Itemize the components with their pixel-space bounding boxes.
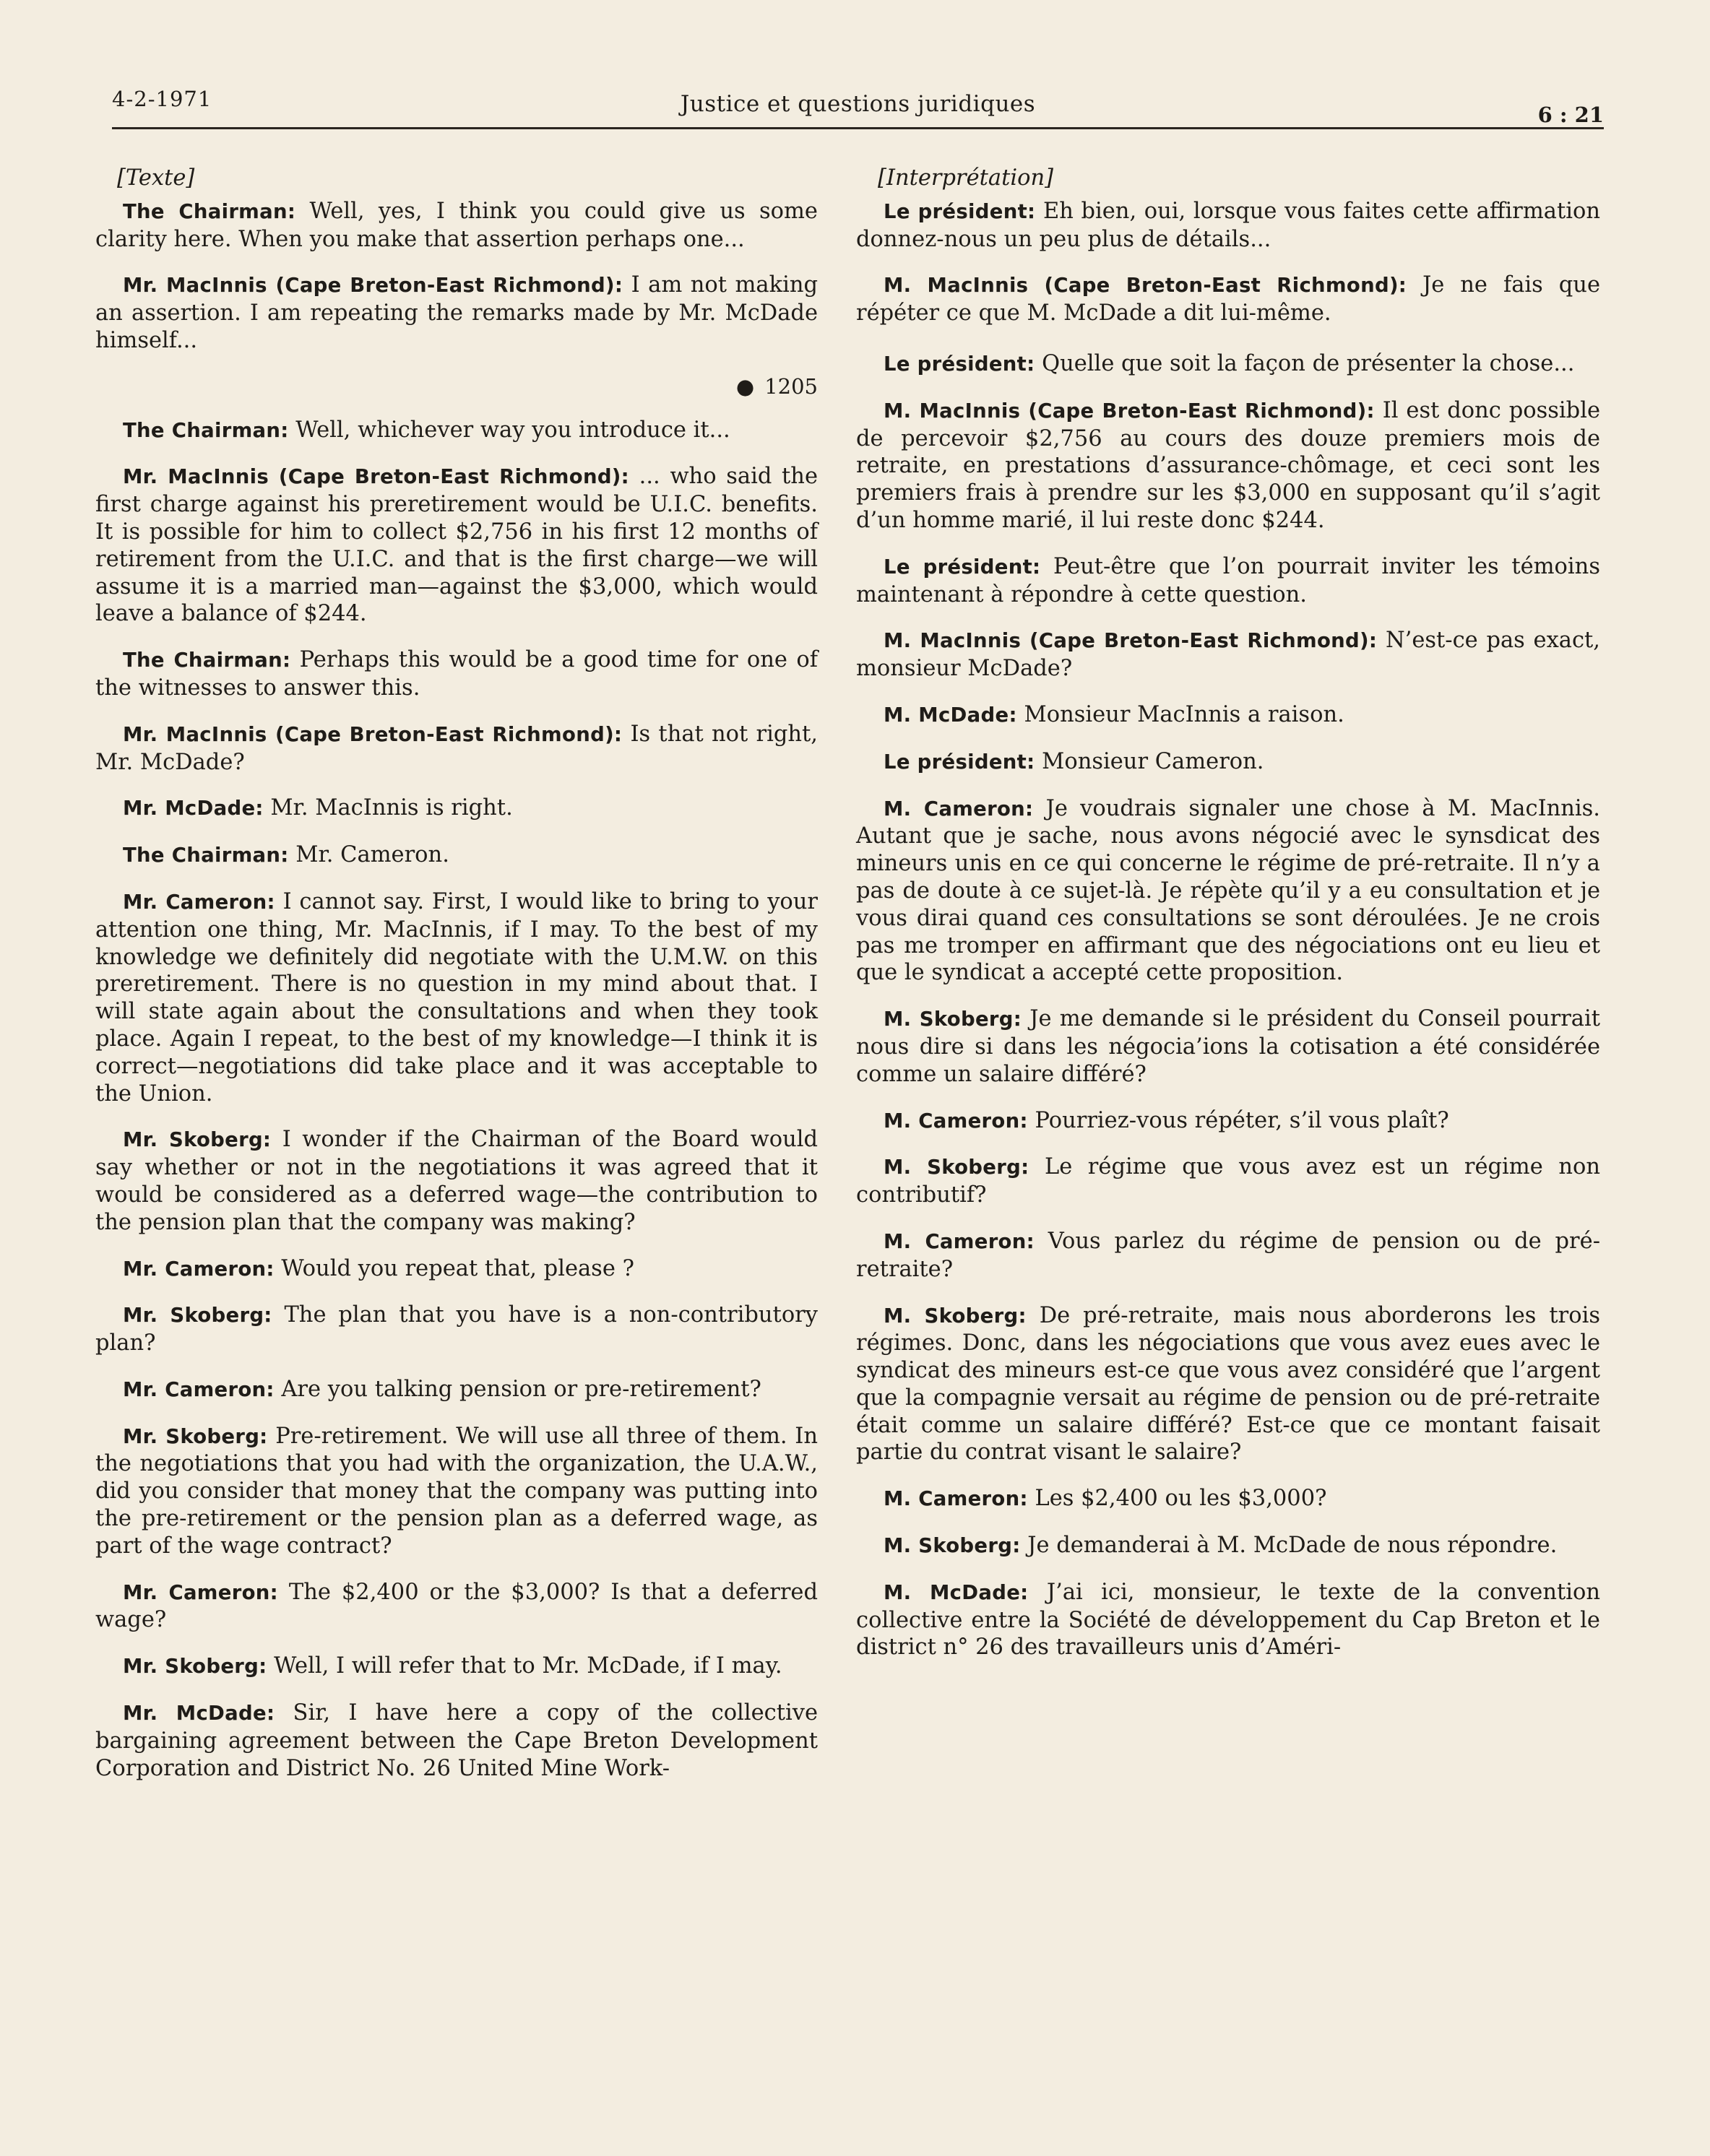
language-tag: [Texte] — [117, 165, 195, 191]
header-rule — [112, 127, 1604, 129]
paragraph-text: I wonder if the Chairman of the Board would say whether or not in the negotiations it was agreed that it would be considered as a deferred wage—the contribution to the pension plan that the company was making? — [95, 1127, 818, 1235]
header-date: 4-2-1971 — [112, 87, 212, 111]
paragraph-text: Monsieur MacInnis a raison. — [1024, 701, 1344, 727]
paragraph — [95, 1126, 818, 1236]
paragraph — [856, 795, 1600, 987]
paragraph-text: Je me demande si le président du Conseil pourrait nous dire si dans les négocia’ions la cotisation a été considérée comme un salaire différé? — [856, 1006, 1600, 1087]
speaker-name: Mr. McDade: — [123, 1702, 275, 1726]
header-title: Justice et questions juridiques — [680, 91, 1036, 117]
speaker-name: Mr. Cameron: — [123, 1257, 275, 1281]
speaker-name: M. Skoberg: — [884, 1534, 1021, 1558]
speaker-name: The Chairman: — [123, 844, 289, 867]
paragraph-text: Well, yes, I think you could give us some clarity here. When you make that assertion perhaps one... — [95, 198, 818, 252]
paragraph-text: The plan that you have is a non-contributory plan? — [95, 1302, 818, 1356]
paragraph-text: Perhaps this would be a good time for one of the witnesses to answer this. — [95, 647, 818, 701]
paragraph-text: I am not making an assertion. I am repeating the remarks made by Mr. McDade himself... — [95, 272, 819, 353]
paragraph-text: De pré-retraite, mais nous aborderons les trois régimes. Donc, dans les négociations que vous avez eues avec le syndicat des mineurs est-ce que vous avez considéré que l’argent que la compagnie versait au régime de pension ou de pré-retraite était comme un salaire différé? Est-ce que ce montant faisait partie du contrat visant le salaire? — [856, 1302, 1600, 1466]
paragraph-text: Le régime que vous avez est un régime non contributif? — [856, 1154, 1600, 1208]
paragraph — [95, 272, 818, 354]
speaker-name: Mr. Cameron: — [123, 1580, 278, 1604]
english-column — [95, 165, 818, 1801]
paragraph-text: Je demanderai à M. McDade de nous répondre. — [1027, 1533, 1558, 1559]
paragraph-text: Mr. MacInnis is right. — [270, 795, 513, 821]
paragraph-text: Peut-être que l’on pourrait inviter les témoins maintenant à répondre à cette question. — [856, 553, 1600, 607]
speaker-name: Mr. McDade: — [123, 797, 264, 821]
paragraph-text: Monsieur Cameron. — [1042, 748, 1264, 774]
paragraph — [95, 463, 818, 628]
speaker-name: M. Skoberg: — [884, 1008, 1022, 1031]
speaker-name: Mr. Skoberg: — [123, 1304, 272, 1328]
paragraph-text: N’est-ce pas exact, monsieur McDade? — [856, 628, 1600, 682]
speaker-name: The Chairman: — [123, 418, 289, 442]
paragraph-text: J’ai ici, monsieur, le texte de la convention collective entre la Société de développement du Cap Breton et le district n° 26 des travailleurs unis d’Améri- — [856, 1579, 1600, 1661]
paragraph — [95, 888, 818, 1107]
paragraph-text: Sir, I have here a copy of the collective bargaining agreement between the Cape Breton Development Corporation and District No. 26 United Mine Work- — [95, 1700, 818, 1781]
speaker-name: Mr. MacInnis (Cape Breton-East Richmond): — [123, 465, 629, 489]
speaker-name: M. Cameron: — [884, 1229, 1035, 1253]
speaker-name: M. Cameron: — [884, 1109, 1028, 1133]
paragraph-text: Eh bien, oui, lorsque vous faites cette affirmation donnez-nous un peu plus de détails... — [856, 198, 1600, 252]
paragraph-text: I cannot say. First, I would like to bring to your attention one thing, Mr. MacInnis, if I may. To the best of my knowledge we definitely did negotiate with the U.M.W. on this preretirement. There is no question in my mind about that. I will state again about the consultations and when they took place. Again I repeat, to the best of my knowledge—I think it is correct—negotiations did take place and it was acceptable to the Union. — [95, 888, 819, 1107]
speaker-name: The Chairman: — [123, 649, 291, 672]
paragraph — [856, 1532, 1600, 1560]
paragraph-text: ... who said the first charge against his preretirement would be U.I.C. benefits. It is possible for him to collect $2,756 in his first 12 months of retirement from the U.I.C. and that is the first charge—we will assume it is a married man—against the $3,000, which would leave a balance of $244. — [95, 464, 818, 627]
bullet-icon: ● — [735, 373, 755, 399]
paragraph — [856, 1485, 1600, 1513]
header-page-number: 6 : 21 — [1537, 103, 1604, 127]
paragraph — [856, 1228, 1600, 1283]
speaker-name: Mr. MacInnis (Cape Breton-East Richmond): — [123, 274, 623, 298]
speaker-name: Le président: — [884, 352, 1035, 376]
paragraph-text: The $2,400 or the $3,000? Is that a deferred wage? — [95, 1579, 819, 1633]
speaker-name: Le président: — [884, 555, 1041, 579]
paragraph — [95, 795, 818, 823]
paragraph-text: Il est donc possible de percevoir $2,756 au cours des douze premiers mois de retraite, en prestations d’assurance-chômage, et ceci sont les premiers frais à prendre sur les $3,000 en supposant qu’il s’agit d’un homme marié, il lui reste donc $244. — [856, 397, 1601, 533]
speaker-name: Le président: — [884, 750, 1035, 774]
paragraph — [95, 198, 818, 254]
speaker-name: M. Skoberg: — [884, 1156, 1029, 1179]
paragraph — [856, 272, 1600, 327]
paragraph — [856, 1107, 1600, 1135]
paragraph — [95, 841, 818, 870]
time-value: 1205 — [764, 373, 818, 399]
paragraph-text: Vous parlez du régime de pension ou de pré-retraite? — [856, 1228, 1600, 1282]
paragraph — [95, 721, 818, 776]
paragraph — [856, 627, 1600, 683]
paragraph — [856, 397, 1600, 534]
language-tag: [Interprétation] — [878, 165, 1053, 191]
paragraph-text: Well, whichever way you introduce it... — [295, 417, 730, 443]
speaker-name: M. McDade: — [884, 703, 1017, 727]
speaker-name: M. MacInnis (Cape Breton-East Richmond): — [884, 629, 1378, 653]
paragraph-text: Quelle que soit la façon de présenter la chose... — [1042, 350, 1575, 376]
paragraph-text: Are you talking pension or pre-retirement? — [281, 1376, 761, 1402]
speaker-name: M. Cameron: — [884, 797, 1034, 821]
paragraph — [95, 417, 818, 445]
paragraph-text: Well, I will refer that to Mr. McDade, if I may. — [274, 1653, 782, 1679]
speaker-name: Mr. MacInnis (Cape Breton-East Richmond): — [123, 722, 623, 746]
speaker-name: Mr. Cameron: — [123, 1377, 275, 1401]
paragraph-text: Je voudrais signaler une chose à M. MacInnis. Autant que je sache, nous avons négocié avec le synsdicat des mineurs unis en ce qui concerne le régime de pré-retraite. Il n’y a pas de doute à ce sujet-là. Je répète qu’il y a eu consultation et je vous dirai quand ces consultations se sont déroulées. Je ne crois pas me tromper en affirmant que des négociations ont eu lieu et que le syndicat a accepté cette proposition. — [856, 795, 1601, 986]
speaker-name: M. McDade: — [884, 1580, 1029, 1604]
paragraph — [95, 1653, 818, 1681]
paragraph — [856, 350, 1600, 378]
paragraph — [856, 748, 1600, 776]
paragraph — [95, 1376, 818, 1404]
paragraph-text: Pourriez-vous répéter, s’il vous plaît? — [1035, 1107, 1449, 1133]
paragraph — [95, 1255, 818, 1283]
speaker-name: M. Cameron: — [884, 1487, 1028, 1511]
paragraph — [856, 1005, 1600, 1088]
paragraph — [856, 198, 1600, 254]
paragraph-text: Is that not right, Mr. McDade? — [95, 721, 818, 775]
speaker-name: M. MacInnis (Cape Breton-East Richmond): — [884, 399, 1375, 423]
paragraph — [856, 701, 1600, 730]
speaker-name: Mr. Skoberg: — [123, 1128, 272, 1152]
time-marker — [95, 373, 818, 401]
paragraph-text: Mr. Cameron. — [295, 842, 449, 868]
paragraph — [95, 1579, 818, 1635]
paragraph — [856, 553, 1600, 609]
speaker-name: The Chairman: — [123, 199, 296, 223]
speaker-name: Le président: — [884, 199, 1036, 223]
paragraph-text: Je ne fais que répéter ce que M. McDade a dit lui-même. — [856, 272, 1600, 326]
french-column — [856, 165, 1600, 1680]
paragraph — [856, 1579, 1600, 1661]
paragraph-text: Pre-retirement. We will use all three of them. In the negotiations that you had with the organization, the U.A.W., did you consider that money that the company was putting into the pre-retirement or the pension plan as a deferred wage, as part of the wage contract? — [95, 1423, 818, 1559]
speaker-name: Mr. Cameron: — [123, 890, 275, 914]
paragraph — [95, 1423, 818, 1560]
paragraph — [95, 646, 818, 702]
page-header — [112, 81, 1604, 131]
speaker-name: M. MacInnis (Cape Breton-East Richmond): — [884, 274, 1407, 298]
paragraph-text: Les $2,400 ou les $3,000? — [1035, 1486, 1327, 1512]
speaker-name: Mr. Skoberg: — [123, 1424, 268, 1448]
paragraph-text: Would you repeat that, please ? — [281, 1255, 634, 1281]
paragraph — [95, 1302, 818, 1357]
paragraph — [856, 1302, 1600, 1467]
paragraph — [95, 1700, 818, 1782]
speaker-name: Mr. Skoberg: — [123, 1655, 267, 1679]
speaker-name: M. Skoberg: — [884, 1304, 1027, 1328]
paragraph — [856, 1153, 1600, 1209]
